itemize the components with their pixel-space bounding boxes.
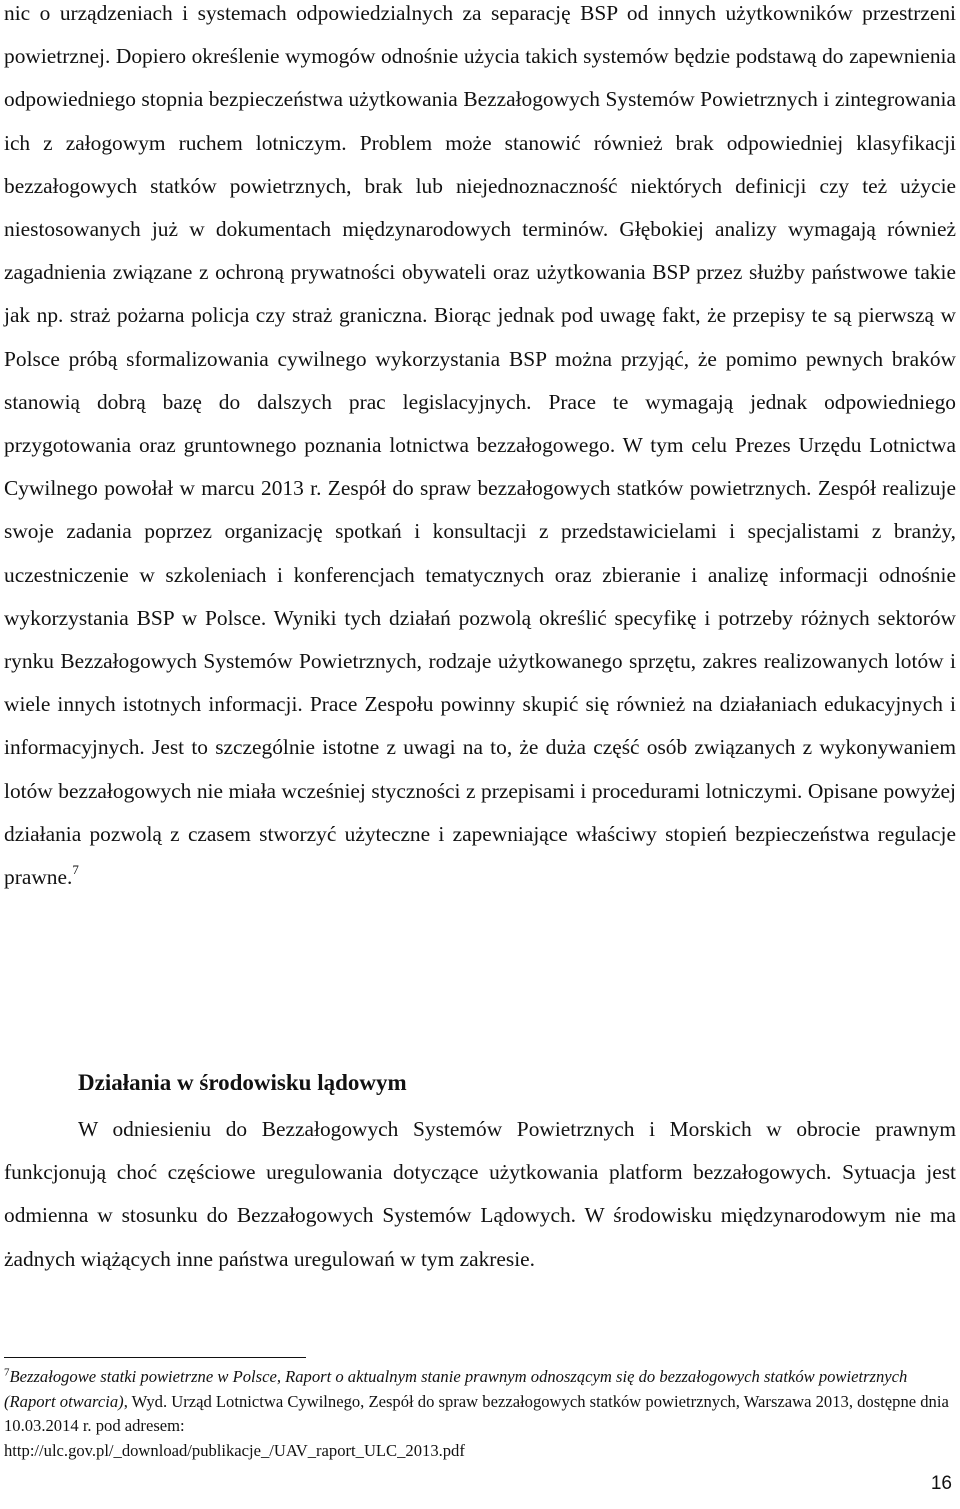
document-page: [4, 0, 956, 1509]
section-paragraph-text: W odniesieniu do Bezzałogowych Systemów Powietrznych i Morskich w obrocie prawnym funkcjonują choć częściowe uregulowania dotyczące użytkowania platform bezzałogowych. Sytuacja jest odmienna w stosunku do Bezzałogowych Systemów Lądowych. W środowisku międzynarodowym nie ma żadnych wiążących inne państwa uregulowań w tym zakresie.: [4, 1117, 956, 1271]
page-number: 16: [930, 1473, 952, 1494]
footnote-url-link[interactable]: http://ulc.gov.pl/_download/publikacje_/UAV_raport_ULC_2013.pdf: [4, 1440, 465, 1460]
footnote-separator: [4, 1357, 306, 1358]
footnote-mark: 7: [4, 1366, 10, 1379]
footnote-details: , Wyd. Urząd Lotnictwa Cywilnego, Zespół do spraw bezzałogowych statków powietrznych, Warszawa 2013, dostępne dnia 10.03.2014 r. pod adresem:: [4, 1391, 949, 1435]
footnote-title: Bezzałogowe statki powietrzne w Polsce, Raport o aktualnym stanie prawnym odnoszącym się do bezzałogowych statków powietrznych (Raport otwarcia): [4, 1367, 908, 1411]
footnote: [4, 1365, 956, 1463]
section-paragraph: [4, 1108, 956, 1281]
paragraph-text: nic o urządzeniach i systemach odpowiedzialnych za separację BSP od innych użytkowników przestrzeni powietrznej. Dopiero określenie wymogów odnośnie użycia takich systemów będzie podstawą do zapewnienia odpowiedniego stopnia bezpieczeństwa użytkowania Bezzałogowych Systemów Powietrznych i zintegrowania ich z załogowym ruchem lotniczym. Problem może stanowić również brak odpowiedniej klasyfikacji bezzałogowych statków powietrznych, brak lub niejednoznaczność niektórych definicji czy też użycie niestosowanych już w dokumentach międzynarodowych terminów. Głębokiej analizy wymagają również zagadnienia związane z ochroną prywatności obywateli oraz użytkowania BSP przez służby państwowe takie jak np. straż pożarna policja czy straż graniczna. Biorąc jednak pod uwagę fakt, że przepisy te są pierwszą w Polsce próbą sformalizowania cywilnego wykorzystania BSP można przyjąć, że pomimo pewnych braków stanowią dobrą bazę do dalszych prac legislacyjnych. Prace te wymagają jednak odpowiedniego przygotowania oraz gruntownego poznania lotnictwa bezzałogowego. W tym celu Prezes Urzędu Lotnictwa Cywilnego powołał w marcu 2013 r. Zespół do spraw bezzałogowych statków powietrznych. Zespół realizuje swoje zadania poprzez organizację spotkań i konsultacji z przedstawicielami i specjalistami z branży, uczestniczenie w szkoleniach i konferencjach tematycznych oraz zbieranie i analizę informacji odnośnie wykorzystania BSP w Polsce. Wyniki tych działań pozwolą określić specyfikę i potrzeby różnych sektorów rynku Bezzałogowych Systemów Powietrznych, rodzaje użytkowanego sprzętu, zakres realizowanych lotów i wiele innych istotnych informacji. Prace Zespołu powinny skupić się również na działaniach edukacyjnych i informacyjnych. Jest to szczególnie istotne z uwagi na to, że duża część osób związanych z wykonywaniem lotów bezzałogowych nie miała wcześniej styczności z przepisami i procedurami lotniczymi. Opisane powyżej działania pozwolą z czasem stworzyć użyteczne i zapewniające właściwy stopień bezpieczeństwa regulacje prawne.: [4, 1, 956, 890]
body-paragraph: [4, 0, 956, 899]
footnote-reference[interactable]: 7: [72, 861, 79, 877]
section-heading: Działania w środowisku lądowym: [78, 1070, 407, 1095]
